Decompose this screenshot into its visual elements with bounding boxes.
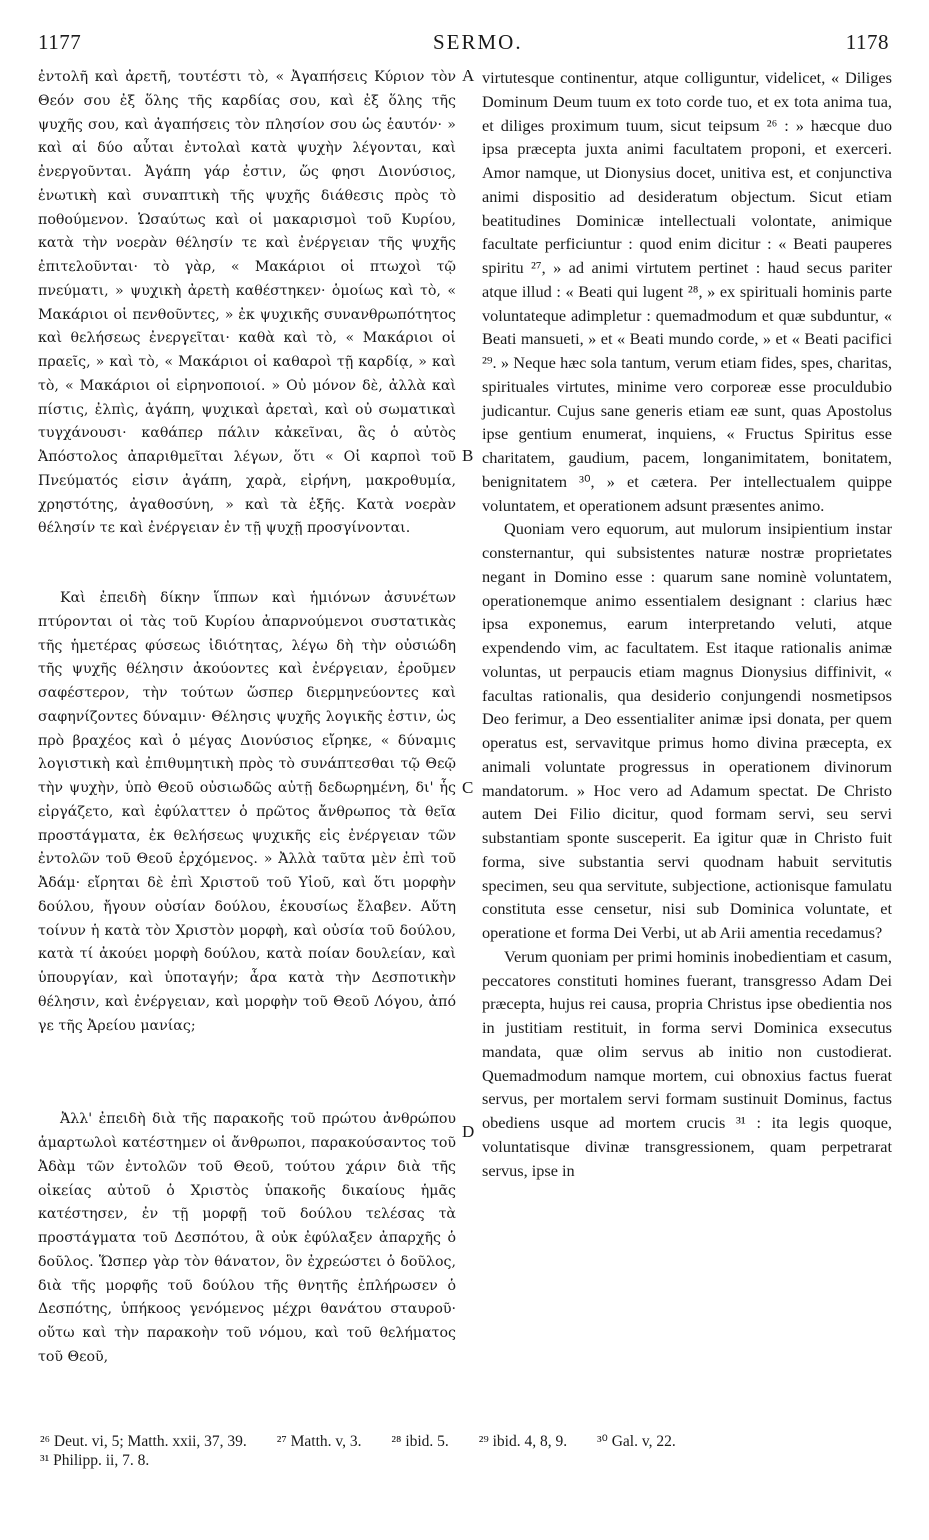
paragraph-spacer	[38, 1038, 456, 1108]
latin-paragraph-2: Quoniam vero equorum, aut mulorum insipientium instar consternantur, qui subsistentes naturæ nostræ proprietates negant in Domino esse : quarum sane nominè voluntatem, operationemque animo essentialem designant : clarius hæc ipsa exponemus, earum interpretando veluti, atque expendendo vim, ac facultatem. Est itaque rationalis animæ voluntas, ut perpaucis etiam magnus Dionysius diffinivit, « facultas rationalis, qua desiderio conjungendi nosmetipsos Deo ferimur, a Deo essentialiter animæ ipsi donata, per quem operatus est, servavitque primus homo divina præcepta, ex animali voluntate progressus in operationem divinorum mandatorum. » Hoc vero ad Adamum spectat. De Christo autem Dei Filio dicitur, quod formam servi, seu servi substantiam sponte susceperit. Ea igitur quæ in Christo fuit forma, sive substantia servi quodnam habuit servitutis specimen, seu qua servitute, subjectione, actionisque famulatu constituta esse censetur, nisi sub Dominica voluntate, et operatione et forma Dei Verbi, ut ab Arii amentia recedamus?	[482, 519, 892, 942]
running-title: SERMO.	[433, 30, 523, 54]
footnote-29: ²⁹ ibid. 4, 8, 9.	[478, 1433, 568, 1450]
margin-letter-b: B	[462, 446, 474, 465]
footnote-line-2	[40, 1451, 900, 1470]
paragraph-spacer	[38, 541, 456, 587]
latin-paragraph-3: Verum quoniam per primi hominis inobedientiam et casum, peccatores constituti homines fuerant, transgresso Adam Dei præcepta, hujus rei causa, propria Christus ipse obedientia nos in justitiam restituit, in forma servi Dominica exsecutus mandata, quæ olim servus ab initio non custodierat. Quemadmodum namque mortem, cui obnoxius factus fuerat servus, per mortalem servi formam sustinuit Dominus, factus obediens usque ad mortem crucis ³¹ : ita legis quoque, voluntatisque divinæ transgressionem, quam perpetrarat servus, ipse in	[482, 946, 892, 1180]
column-number-left: 1177	[38, 30, 82, 54]
column-number-right: 1178	[845, 30, 889, 54]
footnote-28: ²⁸ ibid. 5.	[391, 1433, 449, 1450]
margin-letter-c: C	[462, 778, 474, 797]
footnote-line-1	[40, 1432, 900, 1451]
margin-letter-d: D	[462, 1122, 475, 1141]
footnote-30: ³⁰ Gal. v, 22.	[596, 1433, 676, 1450]
greek-paragraph-2: Καὶ ἐπειδὴ δίκην ἵππων καὶ ἡμιόνων ἀσυνέτων πτύρονται οἱ τὰς τοῦ Κυρίου ἀπαρνούμενοι συστατικὰς τῆς ἡμετέρας φύσεως ἰδιότητας, λέγω δὴ τὴν οὐσιώδη τῆς ψυχῆς θέλησιν ἀκούοντες καὶ ἐνέργειαν, ἐροῦμεν σαφέστερον, τὴν τούτων ὥσπερ διερμηνεύοντες καὶ σαφηνίζοντες δύναμιν· Θέλησις ψυχῆς λογικῆς ἐστιν, ὡς πρὸ βραχέος καὶ ὁ μέγας Διονύσιος εἴρηκε, « δύναμις λογιστικὴ καὶ ἐπιθυμητικὴ πρὸς τὸ συνάπτεσθαι τῷ Θεῷ τὴν ψυχὴν, ὑπὸ Θεοῦ οὐσιωδῶς αὐτῇ δεδωρημένη, δι' ἧς εἰργάζετο, καὶ ἐφύλαττεν ὁ πρῶτος ἄνθρωπος τὰ θεῖα προστάγματα, ἐκ θελήσεως ψυχικῆς εἰς ἐνέργειαν τῶν ἐντολῶν τοῦ Θεοῦ ἐρχόμενος. » Ἀλλὰ ταῦτα μὲν ἐπὶ τοῦ Ἀδάμ· εἴρηται δὲ ἐπὶ Χριστοῦ τοῦ Υἱοῦ, καὶ ὅτι μορφὴν δούλου, ἤγουν οὐσίαν δούλου, ἑκουσίως ἔλαβεν. Αὕτη τοίνυν ἡ κατὰ τὸν Χριστὸν μορφὴ, καὶ οὐσία τοῦ δούλου, κατὰ τί ἀκούει μορφὴ δούλου, κατὰ ποίαν δουλείαν, καὶ ὑπουργίαν, καὶ ὑποταγήν; ἆρα κατὰ τὴν Δεσποτικὴν θέλησιν, καὶ ἐνέργειαν, καὶ μορφὴν τοῦ Θεοῦ Λόγου, ἀπό γε τῆς Ἀρείου μανίας;	[38, 590, 456, 1034]
footnote-31: ³¹ Philipp. ii, 7. 8.	[40, 1452, 150, 1469]
footnote-26: ²⁶ Deut. vi, 5; Matth. xxii, 37, 39.	[40, 1433, 247, 1450]
footnotes	[40, 1432, 900, 1470]
latin-paragraph-1: virtutesque continentur, atque colliguntur, videlicet, « Diliges Dominum Deum tuum ex toto corde tuo, et ex tota anima tua, et diliges proximum tuum, sicut teipsum ²⁶ : » hæcque duo ipsa præcepta juxta animi facultatem proponi, et exerceri. Amor namque, ut Dionysius docet, unitiva est, et conjunctiva animi dispositio ad desideratum objectum. Sicut etiam beatitudines Dominicæ intellectuali volontate, animique facultate perficiuntur : quod enim dicitur : « Beati pauperes spiritu ²⁷, » ad animi virtutem pertinet : haud secus pariter atque illud : « Beati qui lugent ²⁸, » ex spirituali hominis parte voluntateque adimpletur : quemadmodum et quæ subduntur, « Beati mansueti, » et « Beati mundo corde, » et « Beati pacifici ²⁹. » Neque hæc sola tantum, verum etiam fides, spes, charitas, spirituales virtutes, minime vero corporeæ esse proculdubio judicantur. Cujus sane generis etiam eæ sunt, quas Apostolus ipse gentium enumerat, inquiens, « Fructus Spiritus esse charitatem, gaudium, pacem, longanimitatem, bonitatem, benignitatem ³⁰, » et cætera. Per intellectualem quippe voluntatem, et operationem adsunt præsentes animo.	[482, 68, 892, 515]
footnote-27: ²⁷ Matth. v, 3.	[276, 1433, 362, 1450]
greek-column	[38, 66, 456, 1370]
greek-paragraph-3: Ἀλλ' ἐπειδὴ διὰ τῆς παρακοῆς τοῦ πρώτου ἀνθρώπου ἁμαρτωλοὶ κατέστημεν οἱ ἄνθρωποι, παρακούσαντος τοῦ Ἀδὰμ τῶν ἐντολῶν τοῦ Θεοῦ, τούτου χάριν διὰ τῆς οἰκείας αὐτοῦ ὁ Χριστὸς ὑπακοῆς δικαίους ἡμᾶς κατέστησεν, ἐν τῇ μορφῇ τοῦ δούλου τελέσας τὰ προστάγματα τοῦ Δεσπότου, ἃ οὐκ ἐφύλαξεν ἀπαρχῆς ὁ δοῦλος. Ὥσπερ γὰρ τὸν θάνατον, ὃν ἐχρεώστει ὁ δοῦλος, διὰ τῆς μορφῆς τοῦ δούλου τῆς θνητῆς ἐπλήρωσεν ὁ Δεσπότης, ὑπήκοος γενόμενος μέχρι θανάτου σταυροῦ· οὕτω καὶ τὴν παρακοὴν τοῦ νόμου, καὶ τοῦ θελήματος τοῦ Θεοῦ,	[38, 1111, 456, 1365]
latin-column	[482, 66, 892, 1182]
greek-paragraph-1: ἐντολῆ καὶ ἀρετῆ, τουτέστι τὸ, « Ἀγαπήσεις Κύριον τὸν Θεόν σου ἐξ ὅλης τῆς καρδίας σου, καὶ ἐξ ὅλης τῆς ψυχῆς σου, καὶ ἀγαπήσεις τὸν πλησίον σου ὡς ἑαυτόν· » καὶ αἱ δύο αὗται ἐντολαὶ κατὰ ψυχὴν λέγονται, καὶ ἐνεργοῦνται. Ἀγάπη γάρ ἐστιν, ὥς φησι Διονύσιος, ἑνωτικὴ καὶ συναπτικὴ τῆς ψυχῆς διάθεσις πρὸς τὸ ποθούμενον. Ὡσαύτως καὶ οἱ μακαρισμοὶ τοῦ Κυρίου, κατὰ τὴν νοερὰν θέλησίν τε καὶ ἐνέργειαν τῆς ψυχῆς ἐπιτελοῦνται· τὸ γὰρ, « Μακάριοι οἱ πτωχοὶ τῷ πνεύματι, » ψυχικὴ ἀρετὴ καθέστηκεν· ὁμοίως καὶ τὸ, « Μακάριοι οἱ πενθοῦντες, » ἐκ ψυχικῆς συνανθρωπότητος καὶ θελήσεως ἐνεργεῖται· καθὰ καὶ τὸ, « Μακάριοι οἱ πραεῖς, » καὶ τὸ, « Μακάριοι οἱ καθαροὶ τῇ καρδίᾳ, » καὶ τὸ, « Μακάριοι οἱ εἰρηνοποιοί. » Οὐ μόνον δὲ, ἀλλὰ καὶ πίστις, ἐλπὶς, ἀγάπη, ψυχικαὶ ἀρεταὶ, καὶ οὐ σωματικαὶ τυγχάνουσι· καθάπερ πάλιν κἀκεῖναι, ἃς ὁ αὐτὸς Ἀπόστολος ἀπαριθμεῖται λέγων, ὅτι « Οἱ καρποὶ τοῦ Πνεύματός εἰσιν ἀγάπη, χαρὰ, εἰρήνη, μακροθυμία, χρηστότης, ἀγαθοσύνη, » καὶ τὰ ἑξῆς. Κατὰ νοερὰν θέλησίν τε καὶ ἐνέργειαν ἐν τῇ ψυχῇ προσγίνονται.	[38, 69, 456, 537]
margin-letter-a: A	[462, 66, 475, 85]
